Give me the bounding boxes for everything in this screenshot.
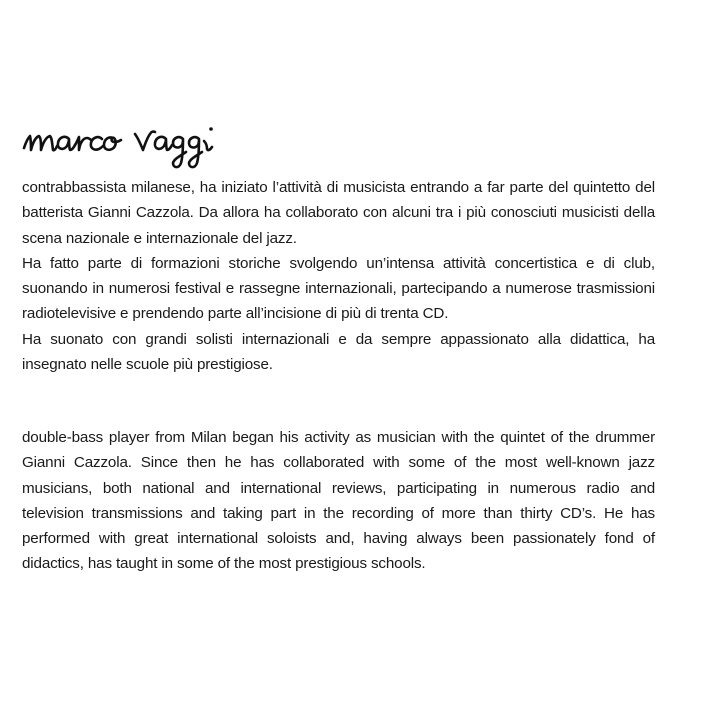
handwritten-signature: [22, 112, 242, 172]
english-biography: [22, 425, 655, 577]
english-paragraph-1: double-bass player from Milan began his activity as musician with the quintet of the drummer Gianni Cazzola. Since then he has collaborated with some of the most well-known jazz musicians, both national and international reviews, participating in numerous radio and television transmissions and taking part in the recording of more than thirty CD’s. He has performed with great international soloists and, having always been passionately fond of didactics, has taught in some of the most prestigious schools.: [22, 429, 655, 573]
italian-paragraph-3: Ha suonato con grandi solisti internazionali e da sempre appassionato alla didattica, ha insegnato nelle scuole più prestigiose.: [22, 330, 655, 374]
i-dot: [209, 127, 213, 131]
italian-paragraph-2: Ha fatto parte di formazioni storiche svolgendo un’intensa attività concertistica e di club, suonando in numerosi festival e rassegne internazionali, partecipando a numerose trasmissioni radiotelevisive e prendendo parte all’incisione di più di trenta CD.: [22, 254, 655, 323]
italian-paragraph-1: contrabbassista milanese, ha iniziato l’attività di musicista entrando a far parte del quintetto del batterista Gianni Cazzola. Da allora ha collaborato con alcuni tra i più conosciuti musicisti della scena nazionale e internazionale del jazz.: [22, 179, 655, 247]
signature-heading: [22, 112, 242, 172]
italian-biography: [22, 175, 655, 377]
